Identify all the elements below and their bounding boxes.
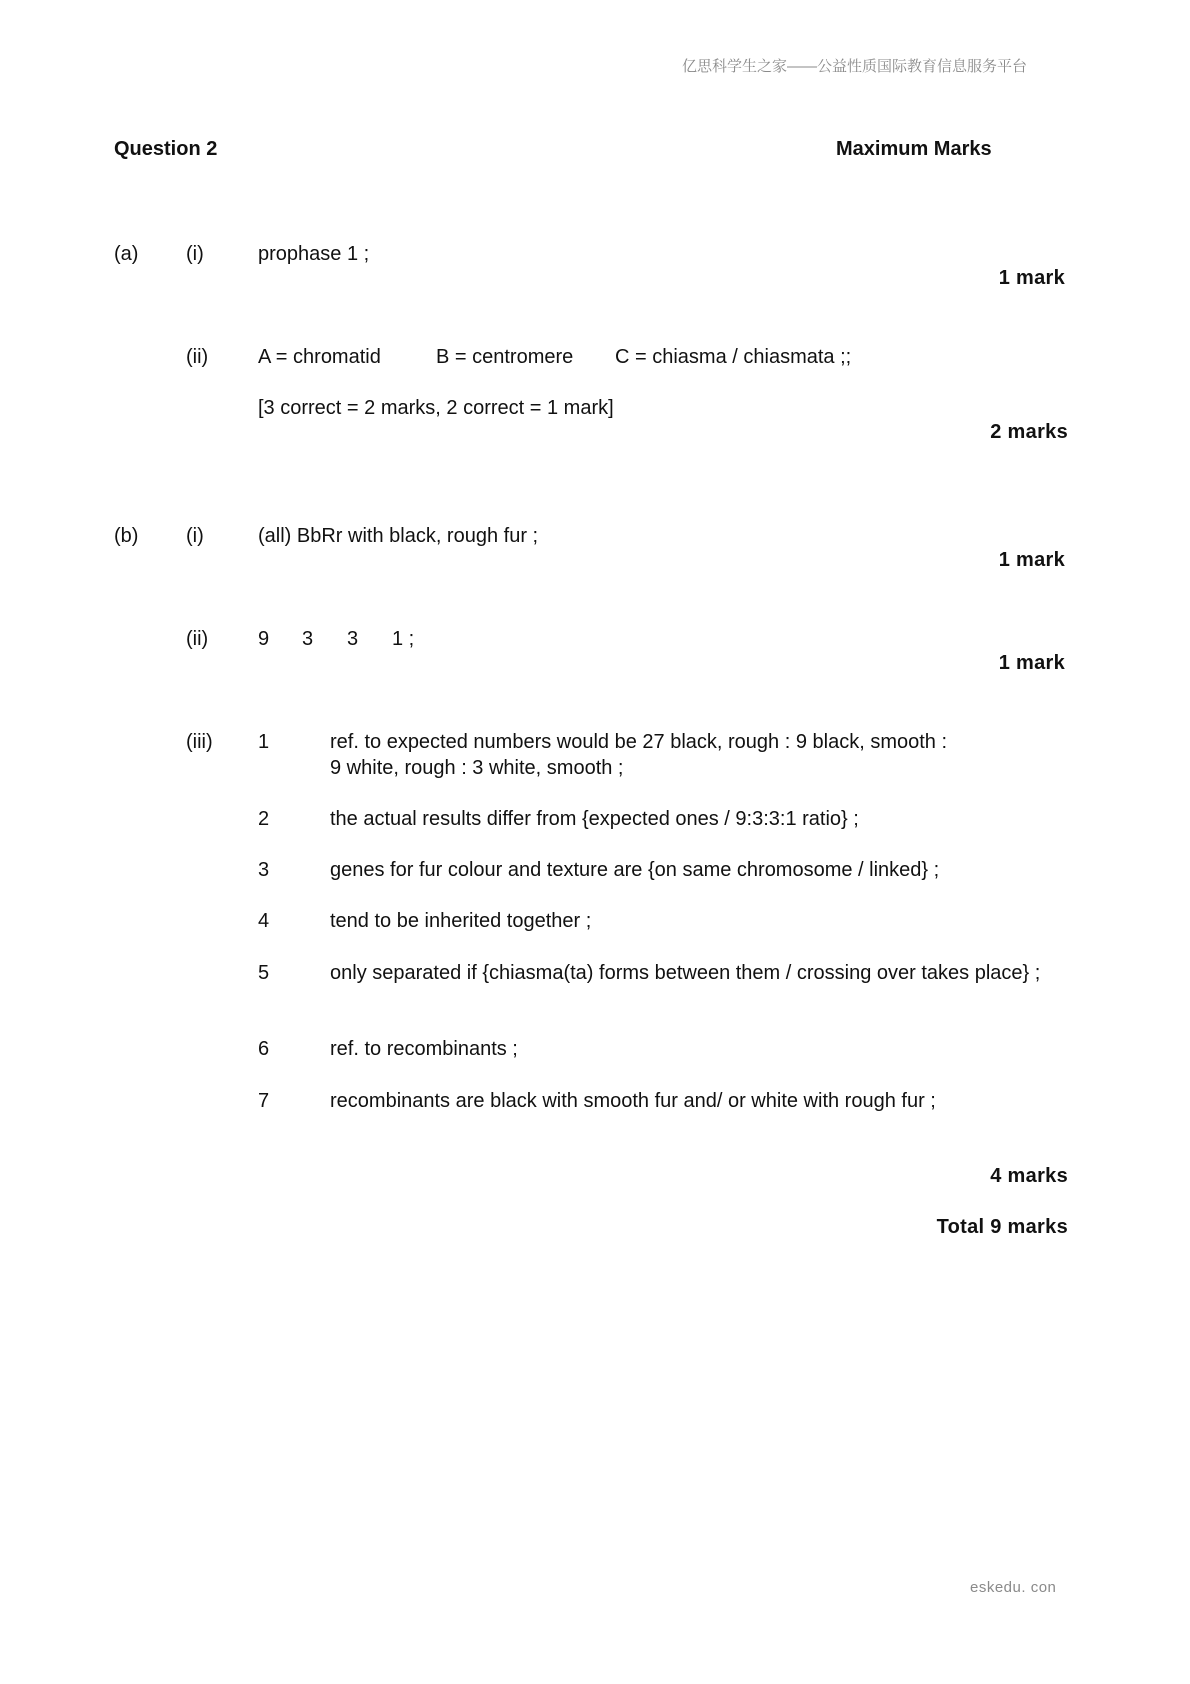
point-number-4: 4 bbox=[258, 910, 270, 932]
point-number-2: 2 bbox=[258, 808, 270, 830]
marking-point-2: the actual results differ from {expected ones / 9:3:3:1 ratio} ; bbox=[330, 808, 859, 830]
marking-point-1: ref. to expected numbers would be 27 black, rough : 9 black, smooth : 9 white, rough : 3 white, smooth ; bbox=[330, 731, 948, 779]
header-site-note: 亿思科学生之家——公益性质国际教育信息服务平台 bbox=[682, 58, 1028, 75]
part-a-i-answer: prophase 1 ; bbox=[258, 243, 370, 265]
part-a-ii-marks: 2 marks bbox=[990, 421, 1068, 443]
part-b-i-number: (i) bbox=[186, 525, 204, 547]
part-a-ii-answer-a: A = chromatid bbox=[258, 346, 381, 368]
part-b-ii-number: (ii) bbox=[186, 628, 209, 650]
part-a-label: (a) bbox=[114, 243, 139, 265]
total-marks: Total 9 marks bbox=[936, 1216, 1068, 1238]
part-a-ii-marking-note: [3 correct = 2 marks, 2 correct = 1 mark] bbox=[258, 397, 614, 419]
ratio-value-1: 9 bbox=[258, 628, 270, 650]
ratio-value-3: 3 bbox=[347, 628, 359, 650]
footer-site: eskedu. con bbox=[970, 1579, 1057, 1596]
marking-point-4: tend to be inherited together ; bbox=[330, 910, 592, 932]
part-b-iii-number: (iii) bbox=[186, 731, 213, 753]
part-a-i-number: (i) bbox=[186, 243, 204, 265]
ratio-value-2: 3 bbox=[302, 628, 314, 650]
part-a-i-marks: 1 mark bbox=[998, 267, 1065, 289]
part-a-ii-answer-b: B = centromere bbox=[436, 346, 574, 368]
point-number-3: 3 bbox=[258, 859, 270, 881]
marking-point-3: genes for fur colour and texture are {on same chromosome / linked} ; bbox=[330, 859, 940, 881]
part-b-i-answer: (all) BbRr with black, rough fur ; bbox=[258, 525, 539, 547]
part-a-ii-number: (ii) bbox=[186, 346, 209, 368]
question-title: Question 2 bbox=[114, 138, 218, 160]
marking-point-6: ref. to recombinants ; bbox=[330, 1038, 518, 1060]
part-b-ii-marks: 1 mark bbox=[998, 652, 1065, 674]
point-number-6: 6 bbox=[258, 1038, 270, 1060]
part-a-ii-answer-c: C = chiasma / chiasmata ;; bbox=[615, 346, 852, 368]
marking-point-7: recombinants are black with smooth fur and/ or white with rough fur ; bbox=[330, 1090, 936, 1112]
part-b-i-marks: 1 mark bbox=[998, 549, 1065, 571]
marking-point-5: only separated if {chiasma(ta) forms between them / crossing over takes place} ; bbox=[330, 962, 1041, 984]
ratio-value-4: 1 ; bbox=[392, 628, 415, 650]
point-number-1: 1 bbox=[258, 731, 270, 753]
part-b-label: (b) bbox=[114, 525, 139, 547]
point-number-5: 5 bbox=[258, 962, 270, 984]
part-b-iii-marks: 4 marks bbox=[990, 1165, 1068, 1187]
point-number-7: 7 bbox=[258, 1090, 270, 1112]
max-marks-heading: Maximum Marks bbox=[836, 138, 992, 160]
